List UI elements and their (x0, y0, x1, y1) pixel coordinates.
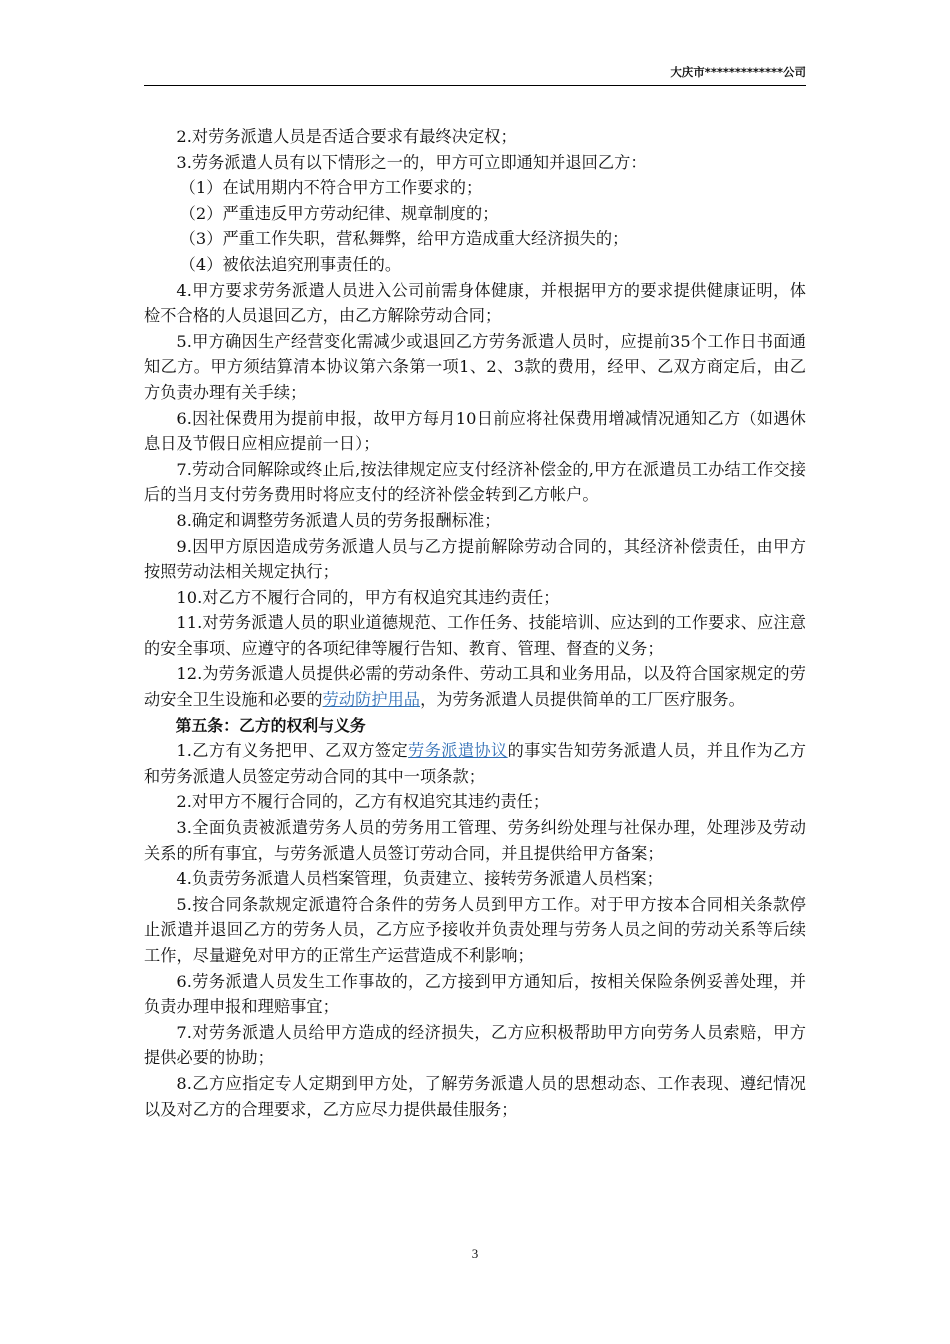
clause-4-3: 3.劳务派遣人员有以下情形之一的，甲方可立即通知并退回乙方： (176, 152, 647, 172)
clause-4-10: 10.对乙方不履行合同的，甲方有权追究其违约责任； (176, 587, 560, 607)
clause-5-1 (144, 738, 806, 789)
page-header-company: 大庆市*************公司 (670, 65, 806, 79)
clause-4-8: 8.确定和调整劳务派遣人员的劳务报酬标准； (176, 510, 501, 530)
document-body (144, 124, 806, 1122)
clause-4-5: 5.甲方确因生产经营变化需减少或退回乙方劳务派遣人员时，应提前35个工作日书面通知乙方。甲方须结算清本协议第六条第一项1、2、3款的费用，经甲、乙双方商定后，由乙方负责办理有关手续； (144, 331, 806, 402)
labor-protection-link[interactable]: 劳动防护用品 (322, 690, 421, 710)
clause-4-12-text-before: 12.为劳务派遣人员提供必需的劳动条件、劳动工具和业务用品，以及符合国家规定的劳动安全卫生设施和必要的 (144, 664, 806, 710)
clause-4-3-item-1: （1）在试用期内不符合甲方工作要求的； (179, 178, 483, 198)
clause-4-3-item-3: （3）严重工作失职，营私舞弊，给甲方造成重大经济损失的； (179, 229, 629, 249)
clause-4-12-text-after: ，为劳务派遣人员提供简单的工厂医疗服务。 (420, 690, 745, 710)
clause-5-1-text-before: 1.乙方有义务把甲、乙双方签定 (176, 741, 409, 761)
clause-4-11: 11.对劳务派遣人员的职业道德规范、工作任务、技能培训、应达到的工作要求、应注意的安全事项、应遵守的各项纪律等履行告知、教育、管理、督查的义务； (144, 613, 806, 658)
dispatch-agreement-link[interactable]: 劳务派遣协议 (408, 741, 508, 761)
clause-5-1-text-after: 的事实告知劳务派遣人员，并且作为乙方和劳务派遣人员签定劳动合同的其中一项条款； (144, 741, 806, 786)
clause-4-6: 6.因社保费用为提前申报，故甲方每月10日前应将社保费用增减情况通知乙方（如遇休息日及节假日应相应提前一日）； (144, 408, 806, 454)
page-number: 3 (471, 1246, 479, 1261)
clause-4-9: 9.因甲方原因造成劳务派遣人员与乙方提前解除劳动合同的，其经济补偿责任，由甲方按照劳动法相关规定执行； (144, 536, 806, 582)
clause-4-12 (144, 661, 806, 712)
clause-5-2: 2.对甲方不履行合同的，乙方有权追究其违约责任； (176, 792, 550, 812)
clause-5-8: 8.乙方应指定专人定期到甲方处，了解劳务派遣人员的思想动态、工作表现、遵纪情况以及对乙方的合理要求，乙方应尽力提供最佳服务； (144, 1073, 806, 1119)
clause-5-6: 6.劳务派遣人员发生工作事故的，乙方接到甲方通知后，按相关保险条例妥善处理，并负责办理申报和理赔事宜； (144, 971, 806, 1017)
clause-4-3-item-4: （4）被依法追究刑事责任的。 (179, 254, 402, 274)
clause-4-4: 4.甲方要求劳务派遣人员进入公司前需身体健康，并根据甲方的要求提供健康证明，体检不合格的人员退回乙方，由乙方解除劳动合同； (144, 280, 806, 326)
clause-4-3-item-2: （2）严重违反甲方劳动纪律、规章制度的； (179, 203, 499, 223)
clause-5-5: 5.按合同条款规定派遣符合条件的劳务人员到甲方工作。对于甲方按本合同相关条款停止派遣并退回乙方的劳务人员，乙方应予接收并负责处理与劳务人员之间的劳动关系等后续工作，尽量避免对甲方的正常生产运营造成不利影响； (144, 894, 806, 965)
clause-5-3: 3.全面负责被派遣劳务人员的劳务用工管理、劳务纠纷处理与社保办理，处理涉及劳动关系的所有事宜，与劳务派遣人员签订劳动合同，并且提供给甲方备案； (144, 818, 806, 863)
clause-5-4: 4.负责劳务派遣人员档案管理，负责建立、接转劳务派遣人员档案； (176, 869, 663, 889)
clause-5-7: 7.对劳务派遣人员给甲方造成的经济损失，乙方应积极帮助甲方向劳务人员索赔，甲方提供必要的协助； (144, 1022, 806, 1068)
clause-4-2: 2.对劳务派遣人员是否适合要求有最终决定权； (176, 127, 517, 146)
article-5-heading: 第五条：乙方的权利与义务 (175, 715, 366, 735)
clause-4-7: 7.劳动合同解除或终止后,按法律规定应支付经济补偿金的,甲方在派遣员工办结工作交接后的当月支付劳务费用时将应支付的经济补偿金转到乙方帐户。 (144, 459, 806, 505)
header-rule (144, 85, 806, 86)
